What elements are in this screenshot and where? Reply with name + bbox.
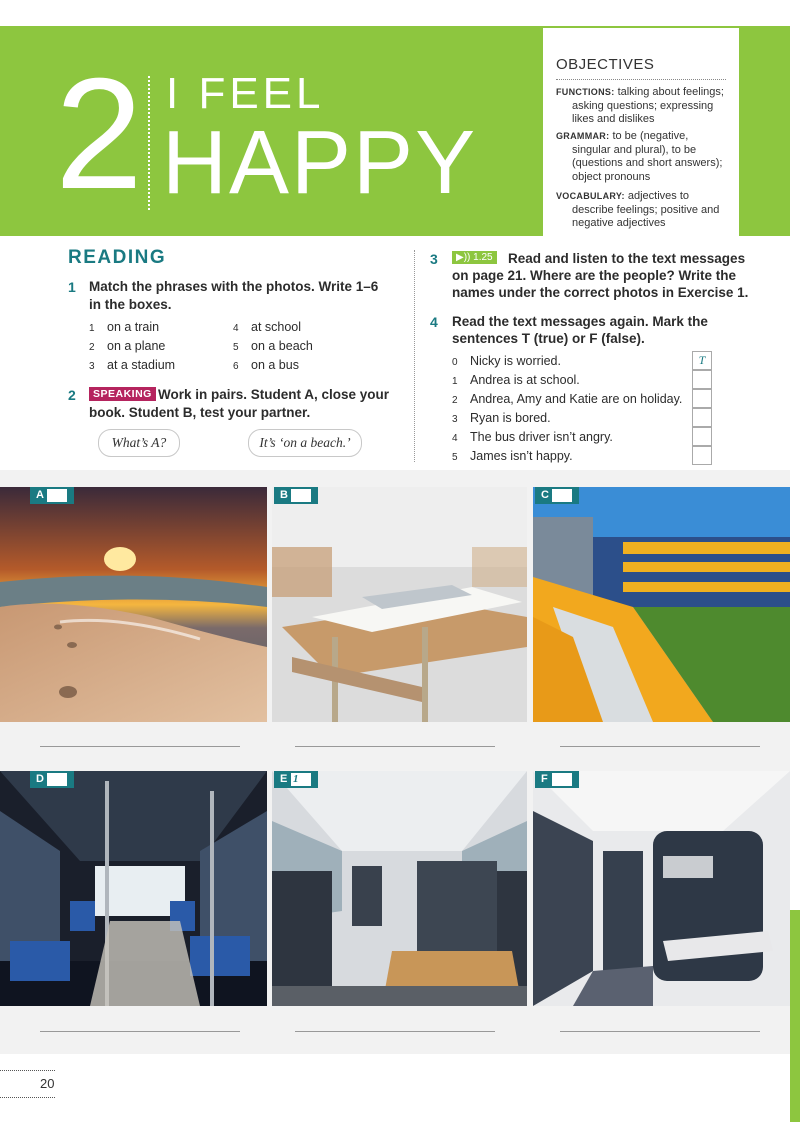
tf-answer-box[interactable] xyxy=(692,427,712,446)
unit-number: 2 xyxy=(55,46,139,222)
footer-rule-bottom xyxy=(0,1097,55,1098)
exercise-4-instruction-line1: Read the text messages again. Mark the xyxy=(452,314,708,329)
tf-statement xyxy=(452,449,573,463)
tf-text: Nicky is worried. xyxy=(470,354,561,368)
objectives-functions xyxy=(556,86,732,99)
phrase-item xyxy=(89,339,165,353)
photo-letter: E xyxy=(280,773,288,785)
photo-stadium xyxy=(533,487,790,722)
exercise-1-instruction-line1: Match the phrases with the photos. Write 1–6 xyxy=(89,279,379,294)
tf-number: 1 xyxy=(452,376,458,387)
tf-answer-box[interactable] xyxy=(692,370,712,389)
exercise-2-instruction-line1: Work in pairs. Student A, close your xyxy=(158,387,390,402)
grammar-line4: object pronouns xyxy=(572,170,651,183)
exercise-1-instruction-line2: in the boxes. xyxy=(89,297,172,312)
title-divider xyxy=(148,76,150,210)
audio-track-number: 1.25 xyxy=(473,252,493,263)
answer-line-d[interactable] xyxy=(40,1031,240,1032)
objectives-rule xyxy=(556,79,726,80)
exercise-1-number: 1 xyxy=(68,279,76,295)
phrase-text: at a stadium xyxy=(107,358,176,372)
tf-number: 2 xyxy=(452,395,458,406)
vocabulary-line2: describe feelings; positive and xyxy=(572,203,720,216)
phrase-text: on a train xyxy=(107,320,160,334)
phrase-item xyxy=(233,339,313,353)
phrase-text: on a plane xyxy=(107,339,166,353)
photo-train xyxy=(272,771,527,1006)
exercise-3-instruction-line2: on page 21. Where are the people? Write the xyxy=(452,268,737,283)
photo-label-e xyxy=(274,771,318,788)
tf-answer-box[interactable] xyxy=(692,389,712,408)
speaker-icon: ▶)) xyxy=(456,252,471,263)
photo-label-c xyxy=(535,487,579,504)
tf-statement xyxy=(452,392,682,406)
answer-line-f[interactable] xyxy=(560,1031,760,1032)
photo-letter: C xyxy=(541,489,549,501)
exercise-3-number: 3 xyxy=(430,251,438,267)
answer-line-e[interactable] xyxy=(295,1031,495,1032)
photo-answer-box[interactable] xyxy=(47,773,67,786)
tf-answer-box[interactable]: T xyxy=(692,351,712,370)
tf-answer-box[interactable] xyxy=(692,408,712,427)
photo-bus xyxy=(0,771,267,1006)
reading-heading: READING xyxy=(68,247,167,268)
tf-number: 3 xyxy=(452,414,458,425)
answer-line-c[interactable] xyxy=(560,746,760,747)
audio-track-badge[interactable] xyxy=(452,251,497,264)
phrase-item xyxy=(233,358,299,372)
answer-line-b[interactable] xyxy=(295,746,495,747)
photo-letter: F xyxy=(541,773,548,785)
speaking-badge: SPEAKING xyxy=(89,387,156,401)
grammar-line1: to be (negative, xyxy=(612,130,689,142)
photo-answer-box[interactable] xyxy=(552,773,572,786)
objectives-vocabulary xyxy=(556,190,732,203)
functions-line3: likes and dislikes xyxy=(572,113,655,125)
vocabulary-line3: negative adjectives xyxy=(572,217,666,229)
exercise-3-instruction-line1: Read and listen to the text messages xyxy=(508,251,746,266)
phrase-item xyxy=(89,358,175,372)
objectives-grammar xyxy=(556,130,732,143)
tf-number: 4 xyxy=(452,433,458,444)
photo-beach xyxy=(0,487,267,722)
vocabulary-line1: adjectives to xyxy=(627,190,690,202)
phrase-text: at school xyxy=(251,320,302,334)
photo-answer-box[interactable]: 1 xyxy=(291,773,311,786)
tf-statement xyxy=(452,411,551,425)
phrase-number: 2 xyxy=(89,342,95,353)
functions-line2: asking questions; expressing xyxy=(572,99,714,112)
phrase-number: 6 xyxy=(233,361,239,372)
exercise-3-instruction-line3: names under the correct photos in Exercise 1. xyxy=(452,285,749,300)
photo-label-f xyxy=(535,771,579,788)
photo-letter: D xyxy=(36,773,44,785)
photo-answer-box[interactable] xyxy=(291,489,311,502)
page-number: 20 xyxy=(40,1076,55,1091)
phrase-number: 3 xyxy=(89,361,95,372)
exercise-2-number: 2 xyxy=(68,387,76,403)
exercise-4-instruction-line2: sentences T (true) or F (false). xyxy=(452,331,645,346)
exercise-4-number: 4 xyxy=(430,314,438,330)
photo-answer-box[interactable] xyxy=(552,489,572,502)
objectives-heading: OBJECTIVES xyxy=(556,56,655,73)
photo-letter: B xyxy=(280,489,288,501)
phrase-number: 5 xyxy=(233,342,239,353)
tf-statement xyxy=(452,373,580,387)
grammar-line2: singular and plural), to be xyxy=(572,143,697,156)
phrase-item xyxy=(89,320,159,334)
phrase-number: 4 xyxy=(233,323,239,334)
phrase-text: on a beach xyxy=(251,339,313,353)
functions-label: FUNCTIONS: xyxy=(556,87,615,97)
phrase-number: 1 xyxy=(89,323,95,334)
unit-title-line1: I FEEL xyxy=(166,69,325,118)
phrase-text: on a bus xyxy=(251,358,299,372)
tf-answer-box[interactable] xyxy=(692,446,712,465)
photo-label-d xyxy=(30,771,74,788)
vocabulary-label: VOCABULARY: xyxy=(556,191,625,201)
photo-label-b xyxy=(274,487,318,504)
footer-rule-top xyxy=(0,1070,55,1071)
grammar-line3: (questions and short answers); xyxy=(572,157,723,169)
tf-text: Andrea, Amy and Katie are on holiday. xyxy=(470,392,683,406)
phrase-item xyxy=(233,320,301,334)
unit-title-line2: HAPPY xyxy=(162,113,478,213)
photo-label-a xyxy=(30,487,74,504)
tf-number: 5 xyxy=(452,452,458,463)
tf-text: Andrea is at school. xyxy=(470,373,580,387)
exercise-2-instruction-line2: book. Student B, test your partner. xyxy=(89,405,311,420)
speech-bubble-b: It’s ‘on a beach.’ xyxy=(248,429,362,457)
speech-bubble-a: What’s A? xyxy=(98,429,180,457)
side-accent-strip xyxy=(790,910,800,1122)
tf-text: Ryan is bored. xyxy=(470,411,551,425)
photo-letter: A xyxy=(36,489,44,501)
photo-answer-box[interactable] xyxy=(47,489,67,502)
tf-text: The bus driver isn’t angry. xyxy=(470,430,613,444)
tf-statement xyxy=(452,430,613,444)
tf-text: James isn’t happy. xyxy=(470,449,573,463)
tf-number: 0 xyxy=(452,357,458,368)
tf-statement xyxy=(452,354,561,368)
column-divider xyxy=(414,250,415,462)
grammar-label: GRAMMAR: xyxy=(556,131,610,141)
functions-line1: talking about feelings; xyxy=(617,86,724,98)
answer-line-a[interactable] xyxy=(40,746,240,747)
photo-plane xyxy=(533,771,790,1006)
photo-school xyxy=(272,487,527,722)
